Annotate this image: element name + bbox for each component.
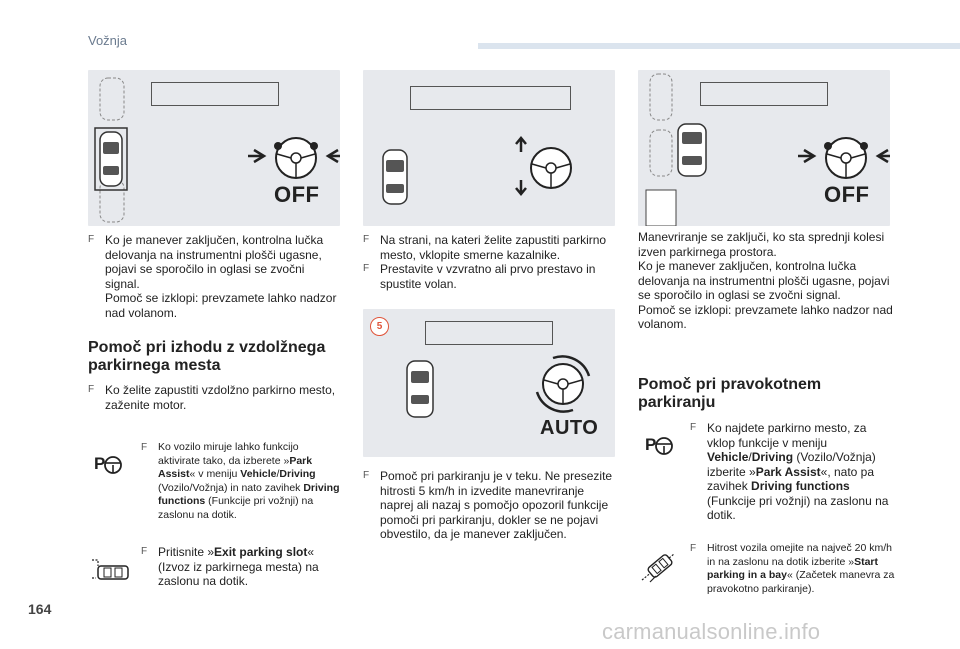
- col1-note1-driving-functions: Driving functions: [158, 481, 340, 507]
- col3-note1-t4: (Funkcije pri vožnji) na zaslonu na dotik.: [707, 493, 889, 522]
- col1-bullet2-text: F Ko želite zapustiti vzdolžno parkirno mesto, zaženite motor.: [88, 383, 340, 412]
- col3-note2-t2: « (Začetek manevra za pravokotno parkiranje).: [707, 569, 895, 595]
- col3-note2-start-bay: Start parking in a bay: [707, 555, 879, 581]
- col1-note1-t2: « v meniju: [189, 468, 241, 480]
- illustration-panel-col1: [88, 70, 340, 226]
- chapter-title: Vožnja: [88, 33, 128, 48]
- col1-note1-driving: Driving: [279, 468, 316, 480]
- chapter-header-bar: [478, 43, 960, 49]
- col2-bullet3: [363, 469, 615, 542]
- illustration-panel-col3: [638, 70, 890, 226]
- col1-bullet2: [88, 383, 340, 412]
- illustration-panel-col2b: [363, 309, 615, 457]
- off-indicator-label: OFF: [274, 182, 320, 207]
- bay-parking-icon: [640, 552, 678, 584]
- illustration-panel-col2a: [363, 70, 615, 226]
- col1-note1-vehicle: Vehicle: [240, 468, 277, 480]
- col1-note1-park-assist: Park Assist: [158, 454, 313, 480]
- col1-bullet1-text: delovanja na instrumentni plošči ugasne, pojavi se sporočilo in oglasi se zvočni signal.: [105, 247, 322, 291]
- col1-note1-t3: (Vozilo/Vožnja) in nato zavihek: [158, 481, 304, 494]
- park-assist-icon: [94, 452, 124, 476]
- col1-note2-exit-slot: Exit parking slot: [214, 545, 308, 559]
- col3-note1-driving-functions: Driving functions: [751, 479, 850, 493]
- section-heading-bay-parking: Pomoč pri pravokotnem parkiranju: [638, 376, 822, 411]
- col1-note1-t4: (Funkcije pri vožnji) na zaslonu na dotik.: [158, 495, 314, 521]
- watermark: carmanualsonline.info: [602, 619, 821, 644]
- col3-note2-t1: Hitrost vozila omejite na največ 20 km/h in na zaslonu na dotik izberite »: [707, 542, 892, 568]
- exit-parking-slot-icon: [90, 556, 130, 582]
- col3-note2: [690, 542, 895, 596]
- col1-note1-t1: Ko vozilo miruje lahko funkcijo aktivirate tako, da izberete »: [158, 441, 299, 467]
- step-number-badge: 5: [370, 317, 389, 336]
- col3-note1-vehicle: Vehicle: [707, 450, 749, 464]
- col3-note1-slash: /: [748, 450, 752, 464]
- col1-note2: [141, 545, 341, 589]
- svg-text:P: P: [645, 435, 657, 454]
- col1-note1-slash: /: [276, 468, 280, 480]
- col3-para1: Manevriranje se zaključi, ko sta sprednji kolesi izven parkirnega prostora.: [638, 230, 885, 259]
- turn-signal-scene-illustration: [363, 70, 615, 226]
- col3-para2: Ko je manever zaključen, kontrolna lučka delovanja na instrumentni plošči ugasne, pojavi se sporočilo in oglasi se zvočni signal.: [638, 259, 890, 302]
- page-number: 164: [28, 601, 52, 617]
- park-assist-icon: [645, 433, 675, 457]
- section-heading-exit-parallel: Pomoč pri izhodu z vzdolžnega parkirnega mesta: [88, 339, 326, 374]
- col2-bullets: [363, 233, 615, 291]
- col3-note1-t1: Ko najdete parkirno mesto, za vklop funkcije v meniju: [707, 421, 867, 450]
- col3-para3: Pomoč se izklopi: prevzamete lahko nadzor nad volanom.: [638, 302, 893, 331]
- col1-note2-t1: Pritisnite »: [158, 545, 215, 559]
- off-indicator-label: OFF: [824, 182, 870, 207]
- col3-note1-t2: (Vozilo/Vožnja) izberite »: [707, 450, 876, 479]
- col1-bullet1-extra: Pomoč se izklopi: prevzamete lahko nadzor nad volanom.: [105, 291, 337, 320]
- col3-note1-park-assist: Park Assist: [755, 464, 821, 479]
- col2-bullet2: F Prestavite v vzvratno ali prvo prestavo in spustite volan.: [363, 262, 615, 291]
- svg-text:P: P: [94, 454, 106, 473]
- col3-note1-t3: «, nato pa zavihek: [707, 464, 875, 493]
- col1-bullet1-line1: Ko je manever zaključen, kontrolna lučka: [105, 233, 324, 247]
- col3-note1-driving: Driving: [751, 450, 794, 464]
- col3-note1: [690, 421, 895, 523]
- col1-bullet1: [88, 233, 340, 320]
- col2-bullet1: F Na strani, na kateri želite zapustiti parkirno mesto, vklopite smerne kazalnike.: [363, 233, 615, 262]
- auto-indicator-label: AUTO: [540, 417, 599, 439]
- col1-note1: [141, 441, 341, 522]
- col1-note2-t2: « (Izvoz iz parkirnega mesta) na zaslonu na dotik.: [158, 545, 319, 588]
- col2-bullet3-text: F Pomoč pri parkiranju je v teku. Ne presezite hitrosti 5 km/h in izvedite manevriranje naprej ali nazaj s pomočjo opozoril funkcije pomoči pri parkiranju, dokler se ne pojavi obvestilo, da je manever zaključen.: [363, 469, 615, 542]
- col3-paragraphs: [638, 230, 893, 332]
